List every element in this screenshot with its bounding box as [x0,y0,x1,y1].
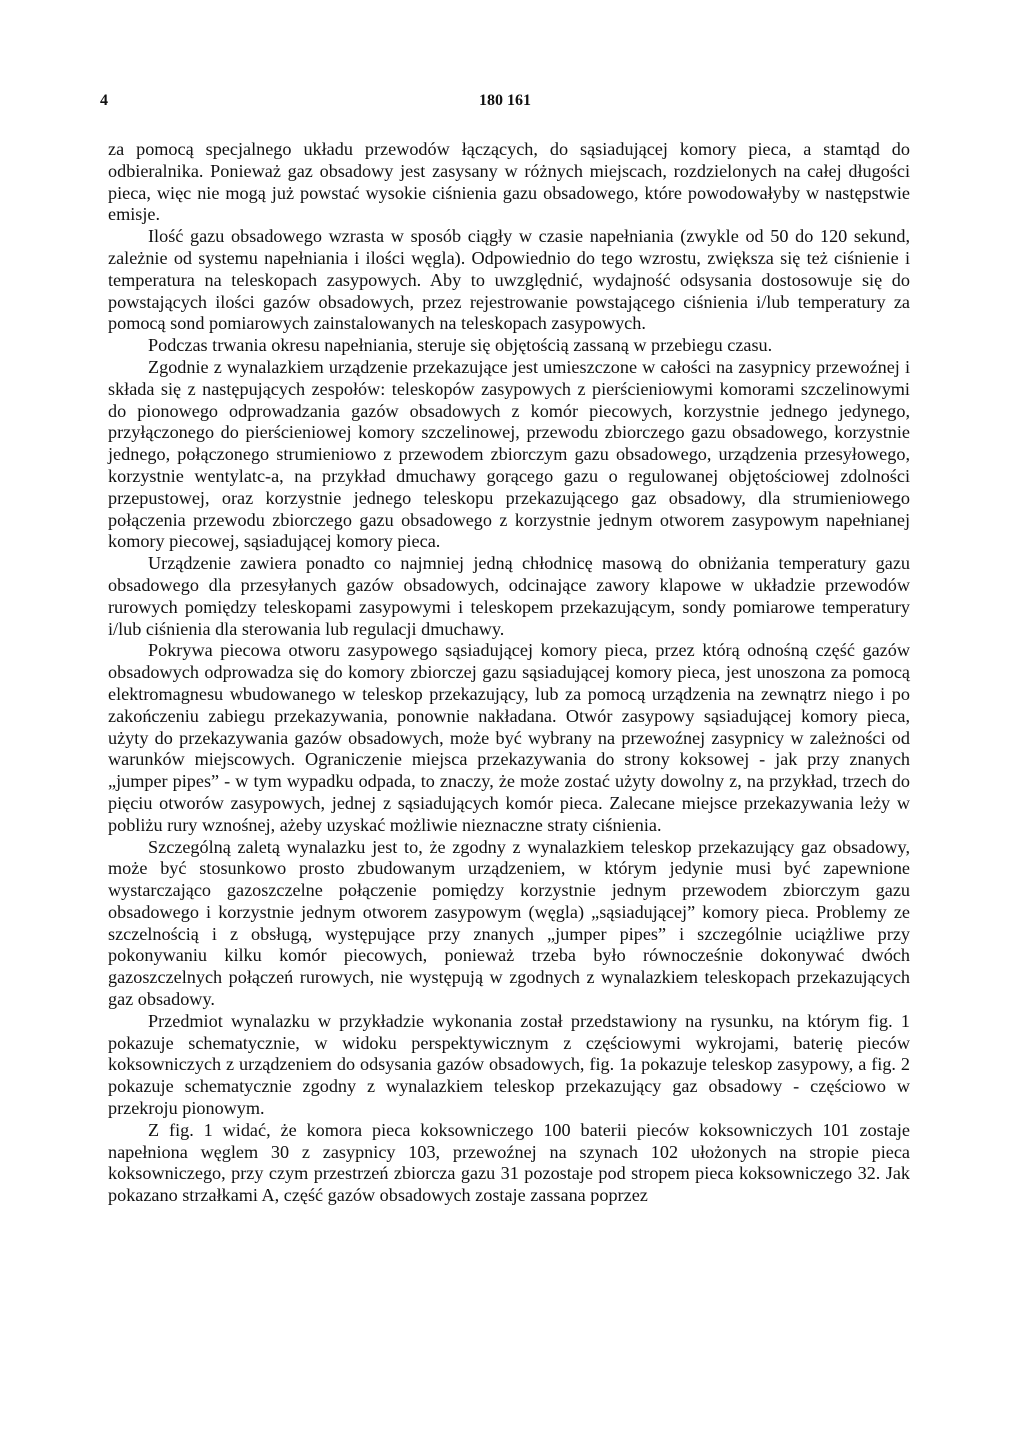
paragraph: Urządzenie zawiera ponadto co najmniej jedną chłodnicę masową do obniżania temperatury gazu obsadowego dla przesyłanych gazów obsadowych, odcinające zawory klapowe w układzie przewodów rurowych pomiędzy teleskopami zasypowymi i teleskopem przekazującym, sondy pomiarowe temperatury i/lub ciśnienia dla sterowania lub regulacji dmuchawy. [108,553,910,639]
document-body [108,139,910,1207]
page-number: 4 [100,92,108,109]
paragraph: Ilość gazu obsadowego wzrasta w sposób ciągły w czasie napełniania (zwykle od 50 do 120 sekund, zależnie od systemu napełniania i ilości węgla). Odpowiednio do tego wzrostu, zwiększa się też ciśnienie i temperatura na teleskopach zasypowych. Aby to uwzględnić, wydajność odsysania dostosowuje się do powstających ilości gazów obsadowych, przez rejestrowanie powstającego ciśnienia i/lub temperatury za pomocą sond pomiarowych zainstalowanych na teleskopach zasypowych. [108,226,910,334]
paragraph: Podczas trwania okresu napełniania, steruje się objętością zassaną w przebiegu czasu. [148,335,773,356]
paragraph: Z fig. 1 widać, że komora pieca koksowniczego 100 baterii pieców koksowniczych 101 zostaje napełniona węglem 30 z zasypnicy 103, przewoźnej na szynach 102 ułożonych na stropie pieca koksowniczego, przy czym przestrzeń zbiorcza gazu 31 pozostaje pod stropem pieca koksowniczego 32. Jak pokazano strzałkami A, część gazów obsadowych zostaje zassana poprzez [108,1119,910,1206]
paragraph: za pomocą specjalnego układu przewodów łączących, do sąsiadującej komory pieca, a stamtąd do odbieralnika. Ponieważ gaz obsadowy jest zasysany w różnych miejscach, rozdzielonych na całej długości pieca, więc nie mogą już powstać wysokie ciśnienia gazu obsadowego, które powodowałyby w następstwie emisje. [108,139,910,225]
page-header [100,92,910,116]
paragraph: Pokrywa piecowa otworu zasypowego sąsiadującej komory pieca, przez którą odnośną część gazów obsadowych odprowadza się do komory zbiorczej gazu sąsiadującej komory pieca, jest unoszona za pomocą elektromagnesu wbudowanego w teleskop przekazujący, lub za pomocą urządzenia na zewnątrz niego i po zakończeniu zabiegu przekazywania, ponownie nakładana. Otwór zasypowy sąsiadującej komory pieca, użyty do przekazywania gazów obsadowych, może być wybrany na przewoźnej zasypnicy w zależności od warunków miejscowych. Ograniczenie miejsca przekazywania do strony koksowej - jak przy znanych „jumper pipes” - w tym wypadku odpada, to znaczy, że może zostać użyty dowolny z, na przykład, trzech do pięciu otworów zasypowych, jednej z sąsiadujących komór pieca. Zalecane miejsce przekazywania leży w pobliżu rury wznośnej, ażeby uzyskać możliwie nieznaczne straty ciśnienia. [108,640,910,835]
paragraph: Zgodnie z wynalazkiem urządzenie przekazujące jest umieszczone w całości na zasypnicy przewoźnej i składa się z następujących zespołów: teleskopów zasypowych z pierścieniowymi komorami szczelinowymi do pionowego odprowadzania gazów obsadowych z komór piecowych, korzystnie jednego jedynego, przyłączonego do pierścieniowej komory szczelinowej, przewodu zbiorczego gazu obsadowego, korzystnie jednego, połączonego strumieniowo z przewodem zbiorczym gazu obsadowego, urządzenia przesyłowego, korzystnie wentylatc-a, na przykład dmuchawy gorącego gazu o regulowanej objętościowej zdolności przepustowej, oraz korzystnie jednego teleskopu przekazującego gaz obsadowy, dla strumieniowego połączenia przewodu zbiorczego gazu obsadowego z korzystnie jednym otworem zasypowym napełnianej komory piecowej, sąsiadującej komory pieca. [108,356,910,552]
patent-number: 180 161 [479,92,531,109]
paragraph: Szczególną zaletą wynalazku jest to, że zgodny z wynalazkiem teleskop przekazujący gaz obsadowy, może być stosunkowo prosto zbudowanym urządzeniem, w którym jedynie musi być zapewnione wystarczająco gazoszczelne połączenie pomiędzy korzystnie jednym przewodem zbiorczym gazu obsadowego i korzystnie jednym otworem zasypowym (węgla) „sąsiadującej” komory pieca. Problemy ze szczelnością i z obsługą, występujące przy znanych „jumper pipes” i szczególnie uciążliwe przy pokonywaniu kilku komór piecowych, ponieważ trzeba było równocześnie dokonywać dwóch gazoszczelnych połączeń rurowych, nie występują w zgodnych z wynalazkiem teleskopach przekazujących gaz obsadowy. [108,836,910,1010]
paragraph: Przedmiot wynalazku w przykładzie wykonania został przedstawiony na rysunku, na którym fig. 1 pokazuje schematycznie, w widoku perspektywicznym z częściowymi wykrojami, baterię pieców koksowniczych z urządzeniem do odsysania gazów obsadowych, fig. 1a pokazuje teleskop zasypowy, a fig. 2 pokazuje schematycznie zgodny z wynalazkiem teleskop przekazujący gaz obsadowy - częściowo w przekroju pionowym. [108,1010,910,1119]
